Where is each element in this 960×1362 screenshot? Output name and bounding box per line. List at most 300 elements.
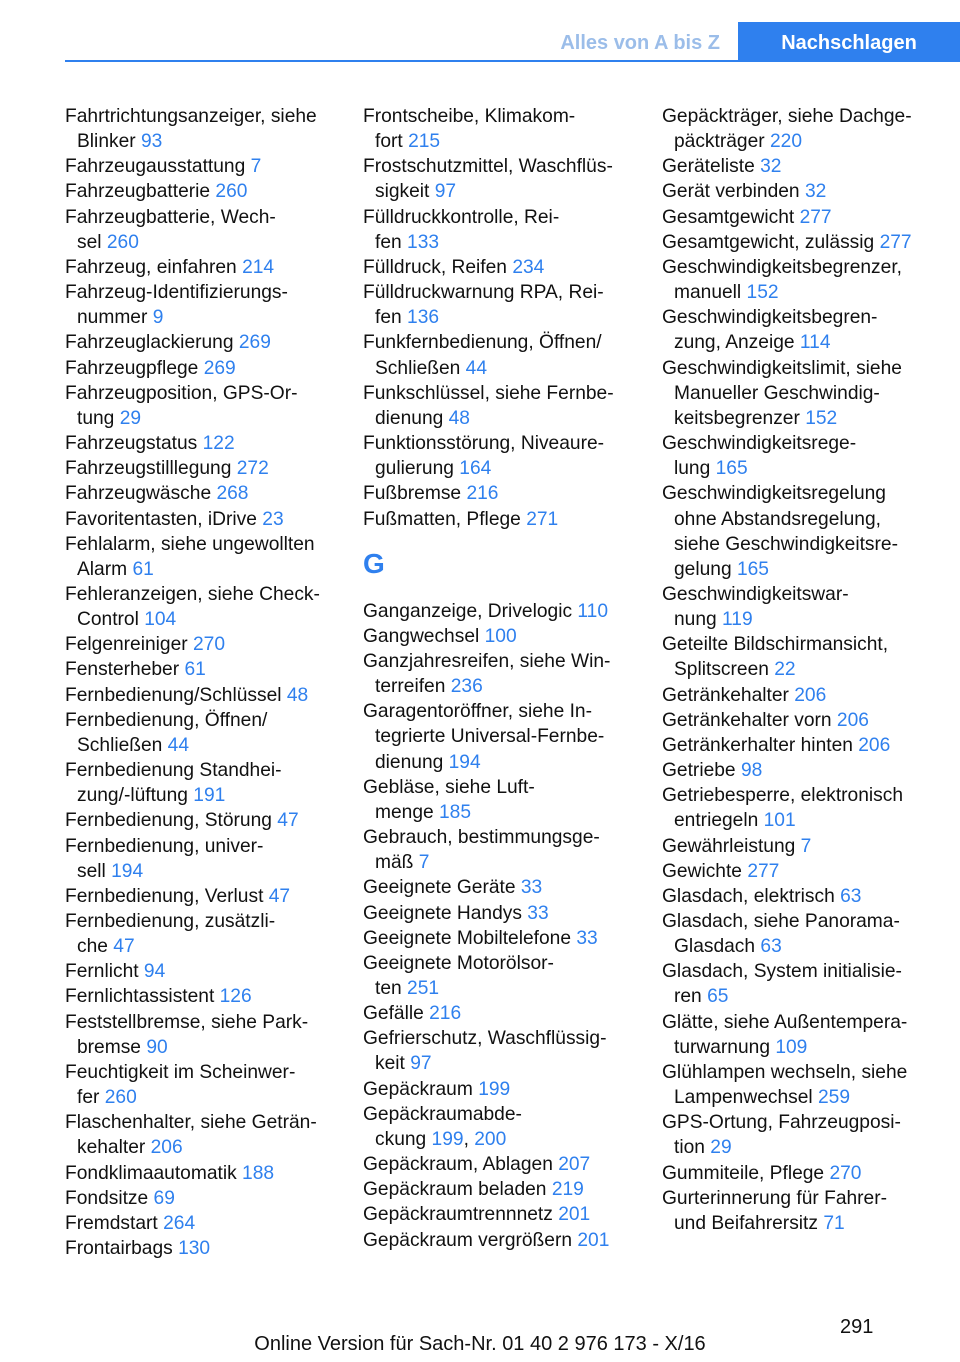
page-reference-link[interactable]: 194 <box>448 751 481 773</box>
page-reference-link[interactable]: 63 <box>760 936 782 958</box>
index-entry <box>65 582 340 632</box>
entry-term: keitsbegrenzer <box>674 407 800 429</box>
index-entry <box>65 205 340 255</box>
entry-term: ren <box>674 986 702 1008</box>
entry-term: Fernbedienung, univer- <box>65 835 264 857</box>
index-entry <box>363 1202 638 1227</box>
page-reference-link[interactable]: 47 <box>113 936 135 958</box>
entry-term: GPS-Ortung, Fahrzeugposi- <box>662 1112 901 1134</box>
page-reference-link[interactable]: 122 <box>202 433 235 455</box>
index-entry <box>65 708 340 758</box>
page-reference-link[interactable]: 133 <box>407 231 440 253</box>
index-entry <box>662 104 937 154</box>
entry-term: dienung <box>375 751 444 773</box>
entry-term: Glätte, siehe Außentempera- <box>662 1011 908 1033</box>
entry-term: ten <box>375 978 402 999</box>
page-reference-link[interactable]: 220 <box>770 131 803 153</box>
index-entry <box>363 624 638 649</box>
index-entry: Gepäckraumabde- ckung 199, 200 <box>363 1103 522 1150</box>
page-reference-link[interactable]: 94 <box>143 961 166 983</box>
entry-term: Alarm <box>77 558 128 580</box>
index-entry <box>363 431 638 481</box>
page-reference-link[interactable]: 185 <box>439 801 472 823</box>
page-reference-link[interactable]: 260 <box>104 1087 137 1109</box>
index-entry <box>363 381 638 431</box>
entry-term: Felgenreiniger <box>65 634 188 656</box>
entry-term: sel <box>77 231 102 253</box>
index-entry <box>65 909 340 959</box>
entry-term: fort <box>375 131 403 153</box>
entry-term: Fahrzeugpflege <box>65 357 199 379</box>
page-reference-link[interactable]: 206 <box>794 684 827 706</box>
index-entry <box>363 154 638 204</box>
entry-term: Lampenwechsel <box>674 1087 813 1109</box>
index-entry <box>662 834 937 859</box>
page-reference-link[interactable]: 61 <box>132 558 154 580</box>
page-reference-link[interactable]: 214 <box>242 256 275 278</box>
entry-term: Fernlicht <box>65 961 139 983</box>
index-entry <box>65 1186 340 1211</box>
index-entry <box>65 330 340 355</box>
index-entry <box>363 1026 638 1076</box>
page-reference-link[interactable]: 165 <box>736 558 769 580</box>
entry-term: tegrierte Universal-Fernbe- <box>375 726 605 748</box>
index-entry <box>662 683 937 708</box>
index-entry <box>65 356 340 381</box>
entry-term: fen <box>375 307 402 329</box>
page-reference-link[interactable]: 9 <box>152 307 164 329</box>
index-entry <box>65 280 340 330</box>
page-reference-link[interactable]: 33 <box>527 902 549 924</box>
index-entry <box>65 154 340 179</box>
entry-term: Fahrzeugwäsche <box>65 483 212 505</box>
page-reference-link[interactable]: 33 <box>576 927 598 949</box>
entry-term: nummer <box>77 307 148 329</box>
index-entry <box>65 1211 340 1236</box>
entry-term: gulierung <box>375 458 454 480</box>
entry-term: Feuchtigkeit im Scheinwer- <box>65 1061 296 1083</box>
page-reference-link[interactable]: 268 <box>216 483 249 505</box>
entry-term: Ganzjahresreifen, siehe Win- <box>363 650 611 672</box>
entry-term: Fülldruckkontrolle, Rei- <box>363 206 560 228</box>
entry-term: Gepäckraum, Ablagen <box>363 1154 553 1176</box>
index-column-1 <box>65 104 340 1261</box>
page-reference-link[interactable]: 236 <box>450 676 483 698</box>
index-entry <box>65 657 340 682</box>
entry-term: Fondsitze <box>65 1187 149 1209</box>
index-entry <box>363 507 638 532</box>
page-reference-link[interactable]: 206 <box>836 709 869 731</box>
entry-term: Getränkehalter vorn <box>662 709 832 731</box>
entry-term: mäß <box>375 852 414 874</box>
page-reference-link[interactable]: 97 <box>410 1053 432 1075</box>
index-entry <box>65 431 340 456</box>
page-reference-link[interactable]: 191 <box>193 785 226 807</box>
page-reference-link[interactable]: 65 <box>707 986 729 1008</box>
entry-term: Splitscreen <box>674 659 769 681</box>
entry-term: Flaschenhalter, siehe Geträn- <box>65 1112 317 1134</box>
entry-term: Feststellbremse, siehe Park- <box>65 1011 309 1033</box>
page-reference-link[interactable]: 126 <box>219 986 252 1008</box>
page-reference-link[interactable]: 47 <box>277 810 299 832</box>
entry-term: manuell <box>674 282 742 304</box>
page-reference-link[interactable]: 152 <box>746 282 779 304</box>
page-reference-link[interactable]: 29 <box>710 1137 732 1159</box>
index-entry <box>65 507 340 532</box>
entry-term: Fahrzeug, einfahren <box>65 256 237 278</box>
index-entry <box>363 926 638 951</box>
page-reference-link[interactable]: 100 <box>484 625 517 647</box>
page-reference-link[interactable]: 264 <box>163 1212 196 1234</box>
entry-term: Geschwindigkeitsbegren- <box>662 307 878 329</box>
entry-term: Geschwindigkeitsbegrenzer, <box>662 256 902 278</box>
page-reference-link[interactable]: 33 <box>520 877 543 899</box>
index-column-2 <box>363 104 638 1253</box>
entry-term: fer <box>77 1087 100 1109</box>
entry-term: sell <box>77 860 106 882</box>
page-reference-link[interactable]: 206 <box>150 1137 183 1159</box>
page-reference-link[interactable]: 136 <box>407 307 440 329</box>
entry-term: Glasdach <box>674 936 756 958</box>
index-entry <box>363 104 638 154</box>
page-reference-link[interactable]: 215 <box>408 131 441 153</box>
entry-term: Manueller Geschwindig- <box>674 382 880 404</box>
entry-term: Fahrzeuglackierung <box>65 332 234 354</box>
entry-term: Glasdach, System initialisie- <box>662 961 902 983</box>
page-header <box>65 22 960 62</box>
entry-term: Geschwindigkeitsregelung <box>662 483 886 505</box>
page-reference-link[interactable]: 200 <box>474 1128 507 1150</box>
index-entry <box>363 775 638 825</box>
entry-term: sigkeit <box>375 181 430 203</box>
entry-term: Fahrzeugbatterie <box>65 181 211 203</box>
entry-term: Geschwindigkeitswar- <box>662 583 849 605</box>
entry-term: terreifen <box>375 676 446 698</box>
page-reference-link[interactable]: 110 <box>577 600 608 622</box>
entry-term: Fülldruckwarnung RPA, Rei- <box>363 282 604 304</box>
entry-term: Fahrtrichtungsanzeiger, siehe <box>65 106 317 127</box>
page-reference-link[interactable]: 188 <box>242 1162 275 1184</box>
entry-term: Fernbedienung Standhei- <box>65 760 282 782</box>
entry-term: Fahrzeugposition, GPS-Or- <box>65 382 298 404</box>
page-reference-link[interactable]: 201 <box>558 1204 591 1226</box>
page-reference-link[interactable]: 29 <box>119 407 142 429</box>
page-number: 291 <box>840 1316 874 1338</box>
index-entry <box>363 1077 638 1102</box>
index-entry <box>65 683 340 708</box>
index-letter-heading: G <box>363 547 385 579</box>
index-entry <box>363 481 638 506</box>
index-entry <box>363 255 638 280</box>
index-entry <box>363 951 638 1001</box>
entry-term: tion <box>674 1137 705 1159</box>
entry-term: Funktionsstörung, Niveaure- <box>363 433 605 455</box>
entry-term: gelung <box>674 558 732 580</box>
entry-term: Fensterheber <box>65 659 180 681</box>
page-reference-link[interactable]: 101 <box>763 810 796 832</box>
index-entry <box>65 1236 340 1261</box>
page-reference-link[interactable]: 216 <box>429 1003 462 1025</box>
entry-term: Fondklimaautomatik <box>65 1162 237 1184</box>
entry-term: tung <box>77 407 115 429</box>
page-reference-link[interactable]: 7 <box>250 156 262 178</box>
index-entry <box>65 808 340 833</box>
entry-term: Gerät verbinden <box>662 181 800 203</box>
index-entry <box>363 1152 638 1177</box>
page-reference-link[interactable]: 98 <box>740 760 763 782</box>
header-chapter-tab: Nachschlagen <box>738 22 960 62</box>
entry-term: Geeignete Handys <box>363 902 522 924</box>
page-reference-link[interactable]: 93 <box>141 131 163 153</box>
entry-term: bremse <box>77 1036 141 1058</box>
entry-term: Fehleranzeigen, siehe Check- <box>65 583 320 605</box>
index-entry <box>662 431 937 481</box>
index-entry <box>662 884 937 909</box>
entry-term: Geschwindigkeitslimit, siehe <box>662 357 902 379</box>
page-reference-link[interactable]: 71 <box>823 1212 845 1234</box>
entry-term: Schließen <box>77 734 163 756</box>
entry-term: dienung <box>375 407 444 429</box>
entry-term: keit <box>375 1053 405 1075</box>
entry-term: Geeignete Motorölsor- <box>363 952 554 974</box>
page-reference-link[interactable]: 234 <box>512 256 545 278</box>
index-entry <box>65 255 340 280</box>
index-entry <box>65 1110 340 1160</box>
page-reference-link[interactable]: 47 <box>268 885 291 907</box>
entry-term: Gepäckraumtrennnetz <box>363 1204 553 1226</box>
page-reference-link[interactable]: 271 <box>526 508 559 530</box>
index-entry <box>65 104 340 154</box>
index-entry <box>65 532 340 582</box>
page-reference-link[interactable]: 164 <box>459 458 492 480</box>
entry-term: Geeignete Geräte <box>363 877 516 899</box>
index-entry <box>662 582 937 632</box>
page-reference-link[interactable]: 216 <box>466 483 499 505</box>
page-reference-link[interactable]: 269 <box>203 357 236 379</box>
entry-term: Fahrzeugstatus <box>65 433 198 455</box>
entry-term: Geteilte Bildschirmansicht, <box>662 634 889 656</box>
entry-term: fen <box>375 231 402 253</box>
page-reference-link[interactable]: 219 <box>551 1179 584 1201</box>
page-reference-link[interactable]: 260 <box>106 231 139 253</box>
index-entry <box>662 1060 937 1110</box>
index-entry <box>65 632 340 657</box>
page-reference-link[interactable]: 104 <box>144 609 177 631</box>
entry-term: Gefälle <box>363 1003 424 1025</box>
entry-term: kehalter <box>77 1137 146 1159</box>
entry-term: Gepäckraumabde- <box>363 1103 522 1125</box>
index-entry <box>65 1060 340 1110</box>
entry-term: Fülldruck, Reifen <box>363 256 507 278</box>
index-entry <box>363 205 638 255</box>
page-reference-link[interactable]: 277 <box>879 231 912 253</box>
page-reference-link[interactable]: 206 <box>858 734 891 756</box>
index-entry <box>363 649 638 699</box>
page-reference-link[interactable]: 119 <box>722 609 753 631</box>
entry-term: Gepäckraum vergrößern <box>363 1229 573 1251</box>
page-reference-link[interactable]: 277 <box>747 860 780 882</box>
entry-term: lung <box>674 458 711 480</box>
page-reference-link[interactable]: 97 <box>434 181 457 203</box>
index-entry <box>662 205 937 230</box>
index-entry <box>363 825 638 875</box>
entry-term: Frontairbags <box>65 1238 173 1260</box>
entry-term: Fernbedienung/Schlüssel <box>65 684 282 706</box>
entry-term: Glasdach, siehe Panorama- <box>662 911 900 932</box>
entry-term: Fußmatten, Pflege <box>363 508 521 530</box>
footer-text: Online Version für Sach-Nr. 01 40 2 976 173 - X/16 <box>254 1333 706 1355</box>
entry-term: che <box>77 936 108 958</box>
entry-term: Fernbedienung, zusätzli- <box>65 911 276 932</box>
entry-term: Gebrauch, bestimmungsge- <box>363 827 600 849</box>
page-reference-link[interactable]: 251 <box>407 978 440 999</box>
page-reference-link[interactable]: 32 <box>760 156 782 178</box>
entry-term: Gebläse, siehe Luft- <box>363 776 535 798</box>
entry-term: nung <box>674 609 717 631</box>
entry-term: Fahrzeugbatterie, Wech- <box>65 206 276 228</box>
entry-term: ohne Abstandsregelung, <box>674 508 881 530</box>
index-entry <box>662 708 937 733</box>
entry-term: Funkschlüssel, siehe Fernbe- <box>363 382 614 404</box>
page-reference-link[interactable]: 63 <box>840 885 862 907</box>
entry-term: Getriebe <box>662 760 736 782</box>
index-entry <box>65 884 340 909</box>
entry-term: Fernlichtassistent <box>65 986 215 1008</box>
page-reference-link[interactable]: 48 <box>448 407 470 429</box>
index-entry <box>65 1010 340 1060</box>
entry-term: Garagentoröffner, siehe In- <box>363 701 592 723</box>
index-entry <box>363 1177 638 1202</box>
index-entry <box>65 959 340 984</box>
entry-term: Fremdstart <box>65 1212 158 1234</box>
entry-term: Funkfernbedienung, Öffnen/ <box>363 332 602 354</box>
page-reference-link[interactable]: 90 <box>146 1036 168 1058</box>
entry-term: Geräteliste <box>662 156 755 178</box>
index-entry <box>662 305 937 355</box>
entry-term: Favoritentasten, iDrive <box>65 508 257 530</box>
page-reference-link[interactable]: 44 <box>465 357 488 379</box>
entry-term: zung, Anzeige <box>674 332 795 354</box>
entry-term: Geeignete Mobiltelefone <box>363 927 572 949</box>
page-reference-link[interactable]: 152 <box>805 407 838 429</box>
index-entry <box>662 1110 937 1160</box>
page-reference-link[interactable]: 165 <box>715 458 748 480</box>
page-reference-link[interactable]: 114 <box>799 332 831 354</box>
page-reference-link[interactable]: 199 <box>431 1128 464 1150</box>
page-reference-link[interactable]: 69 <box>153 1187 175 1209</box>
entry-term: Frostschutzmittel, Waschflüs- <box>363 156 613 178</box>
index-entry <box>662 959 937 1009</box>
entry-term: Gurterinnerung für Fahrer- <box>662 1187 888 1209</box>
index-entry <box>662 255 937 305</box>
entry-term: Gewichte <box>662 860 742 882</box>
page-reference-link[interactable]: 207 <box>558 1154 591 1176</box>
page-reference-link[interactable]: 277 <box>799 206 832 228</box>
entry-term: Fernbedienung, Verlust <box>65 885 264 907</box>
page-reference-link[interactable]: 199 <box>478 1078 511 1100</box>
index-entry <box>65 984 340 1009</box>
entry-term: Blinker <box>77 131 136 153</box>
page-reference-link[interactable]: 7 <box>800 835 812 857</box>
entry-term: Fußbremse <box>363 483 462 505</box>
page-reference-link[interactable]: 44 <box>167 734 190 756</box>
entry-term: Geschwindigkeitsrege- <box>662 433 857 455</box>
entry-term: Gesamtgewicht, zulässig <box>662 231 875 253</box>
index-entry <box>363 330 638 380</box>
page-reference-link[interactable]: 109 <box>775 1036 808 1058</box>
page-reference-link[interactable]: 269 <box>238 332 271 354</box>
entry-term: turwarnung <box>674 1036 770 1058</box>
page-reference-link[interactable]: 48 <box>286 684 309 706</box>
index-entry <box>65 381 340 431</box>
entry-term: Fahrzeugstilllegung <box>65 458 232 480</box>
page-reference-link[interactable]: 259 <box>818 1087 851 1109</box>
page-reference-link[interactable]: 272 <box>236 458 269 480</box>
entry-term: Frontscheibe, Klimakom- <box>363 106 576 127</box>
entry-term: Gesamtgewicht <box>662 206 795 228</box>
page-reference-link[interactable]: 260 <box>215 181 248 203</box>
page-reference-link[interactable]: 23 <box>262 508 284 530</box>
page-reference-link[interactable]: 130 <box>178 1238 211 1260</box>
index-entry <box>363 699 638 774</box>
entry-term: Fernbedienung, Störung <box>65 810 272 832</box>
index-entry <box>662 909 937 959</box>
entry-term: menge <box>375 801 434 823</box>
index-entry <box>65 456 340 481</box>
page-reference-link[interactable]: 270 <box>193 634 226 656</box>
entry-term: Schließen <box>375 357 461 379</box>
entry-term: Glühlampen wechseln, siehe <box>662 1061 908 1083</box>
index-entry <box>662 179 937 204</box>
page-reference-link[interactable]: 7 <box>418 852 430 874</box>
page-reference-link[interactable]: 201 <box>577 1229 610 1251</box>
entry-term: entriegeln <box>674 810 759 832</box>
entry-term: Fahrzeugausstattung <box>65 156 246 178</box>
entry-term: Gepäckraum <box>363 1078 473 1100</box>
entry-term: ckung <box>375 1128 427 1150</box>
index-entry <box>65 481 340 506</box>
entry-term: Getränkerhalter hinten <box>662 734 853 756</box>
page-reference-link[interactable]: 61 <box>184 659 206 681</box>
entry-term: Gepäckraum beladen <box>363 1179 547 1201</box>
entry-term: zung/-lüftung <box>77 785 188 807</box>
index-entry <box>65 179 340 204</box>
index-entry <box>662 356 937 431</box>
index-entry <box>662 859 937 884</box>
page-reference-link[interactable]: 32 <box>804 181 827 203</box>
index-entry <box>662 230 937 255</box>
entry-term: Ganganzeige, Drivelogic <box>363 600 573 622</box>
index-entry <box>363 1001 638 1026</box>
page-reference-link[interactable]: 194 <box>111 860 144 882</box>
entry-term: Gangwechsel <box>363 625 480 647</box>
page-reference-link[interactable]: 270 <box>829 1162 862 1184</box>
page-reference-link[interactable]: 22 <box>774 659 796 681</box>
entry-term: Glasdach, elektrisch <box>662 885 835 907</box>
index-entry <box>363 875 638 900</box>
entry-term: Gefrierschutz, Waschflüssig- <box>363 1028 607 1050</box>
index-entry <box>363 1228 638 1253</box>
entry-term: Fahrzeug-Identifizierungs- <box>65 282 288 304</box>
entry-term: Fehlalarm, siehe ungewollten <box>65 533 315 555</box>
index-entry <box>662 154 937 179</box>
entry-term: Gummiteile, Pflege <box>662 1162 825 1184</box>
index-entry <box>65 758 340 808</box>
entry-term: und Beifahrersitz <box>674 1212 818 1234</box>
index-entry <box>363 599 638 624</box>
header-section-title: Alles von A bis Z <box>560 32 720 54</box>
entry-term: siehe Geschwindigkeitsre- <box>674 533 898 555</box>
